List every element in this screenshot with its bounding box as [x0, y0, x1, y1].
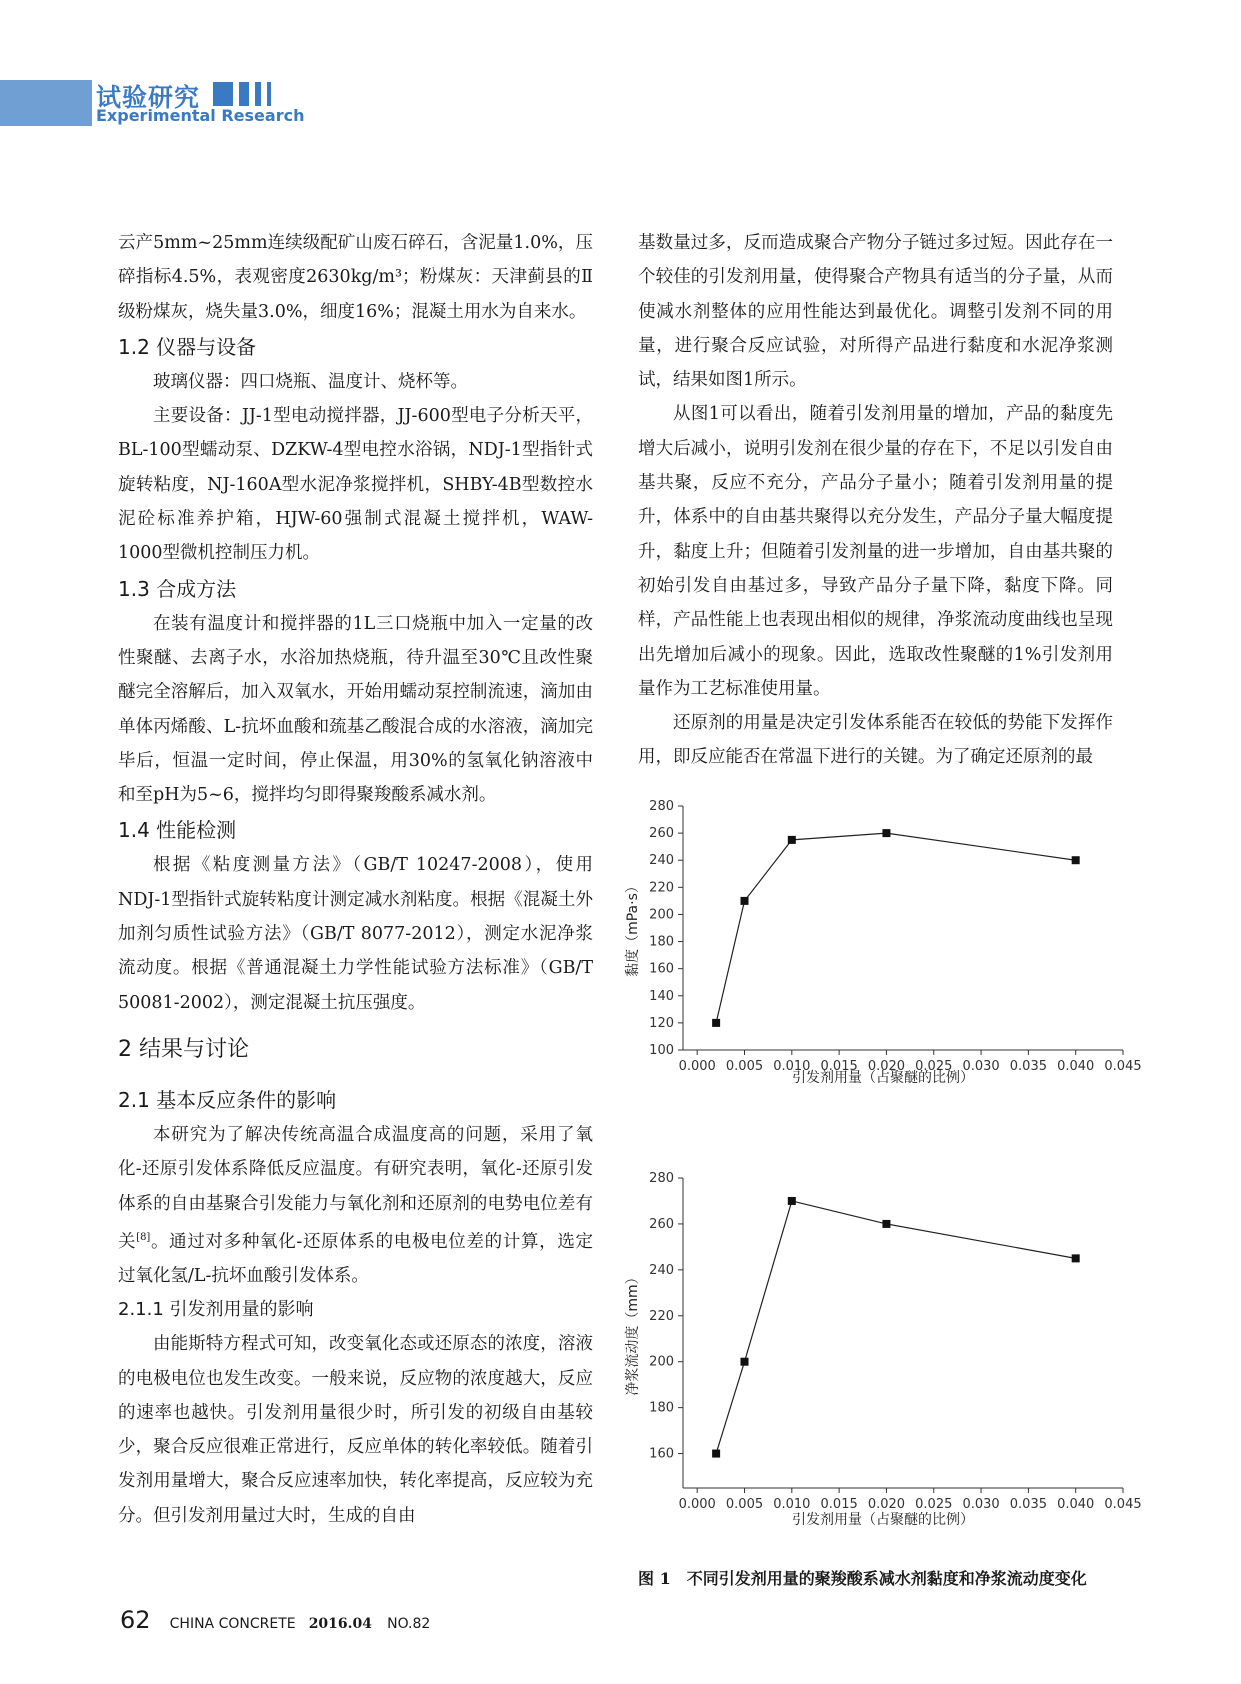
- y-tick-label: 200: [649, 907, 674, 923]
- data-point: [882, 1220, 890, 1228]
- x-tick-label: 0.020: [867, 1059, 906, 1074]
- x-tick-label: 0.005: [725, 1497, 764, 1512]
- heading-1-2: 1.2 仪器与设备: [118, 334, 257, 359]
- x-axis-label: 引发剂用量（占聚醚的比例）: [792, 1070, 974, 1086]
- paragraph-materials: 云产5mm~25mm连续级配矿山废石碎石，含泥量1.0%，压碎指标4.5%，表观密度2630kg/m³；粉煤灰：天津蓟县的Ⅱ级粉煤灰，烧失量3.0%，细度16%；混凝土用水为自来水。: [118, 233, 593, 322]
- data-point: [712, 1019, 720, 1027]
- y-tick-label: 240: [649, 853, 674, 869]
- issue-number: NO.82: [387, 1616, 431, 1632]
- x-tick-label: 0.015: [820, 1059, 858, 1074]
- x-tick-label: 0.010: [773, 1497, 811, 1512]
- y-tick-label: 280: [649, 1171, 674, 1186]
- y-tick-label: 280: [649, 799, 674, 814]
- x-tick-label: 0.035: [1009, 1497, 1047, 1512]
- y-tick-label: 160: [649, 961, 674, 977]
- page-footer: [120, 1606, 430, 1634]
- y-tick-label: 260: [649, 1216, 674, 1232]
- data-point: [882, 829, 890, 837]
- x-tick-label: 0.045: [1104, 1059, 1142, 1074]
- x-tick-label: 0.000: [678, 1059, 716, 1074]
- x-axis-label: 引发剂用量（占聚醚的比例）: [792, 1512, 974, 1528]
- paragraph-equipment: 主要设备：JJ-1型电动搅拌器，JJ-600型电子分析天平，BL-100型蠕动泵、DZKW-4型电控水浴锅，NDJ-1型指针式旋转粘度，NJ-160A型水泥净浆搅拌机，SHBY-4B型数控水泥砼标准养护箱，HJW-60强制式混凝土搅拌机，WAW-1000型微机控制压力机。: [118, 406, 593, 564]
- paragraph-continued: 基数量过多，反而造成聚合产物分子链过多过短。因此存在一个较佳的引发剂用量，使得聚合产物具有适当的分子量，从而使减水剂整体的应用性能达到最优化。调整引发剂不同的用量，进行聚合反应试验，对所得产品进行黏度和水泥净浆测试，结果如图1所示。: [638, 233, 1113, 391]
- y-tick-label: 120: [649, 1015, 674, 1031]
- y-tick-label: 220: [649, 1308, 674, 1324]
- data-point: [741, 897, 749, 905]
- header-color-band: [0, 80, 92, 126]
- section-subtitle: Experimental Research: [96, 106, 305, 125]
- data-point: [1072, 1254, 1080, 1262]
- heading-2: 2 结果与讨论: [118, 1036, 249, 1062]
- y-tick-label: 200: [649, 1354, 674, 1370]
- x-tick-label: 0.030: [962, 1497, 1000, 1512]
- y-tick-label: 260: [649, 826, 674, 842]
- x-tick-label: 0.035: [1009, 1059, 1047, 1074]
- journal-name: CHINA CONCRETE: [169, 1616, 296, 1632]
- x-tick-label: 0.025: [915, 1497, 953, 1512]
- viscosity-chart-svg: [623, 792, 1142, 1092]
- heading-1-4: 1.4 性能检测: [118, 818, 237, 843]
- x-tick-label: 0.030: [962, 1059, 1000, 1074]
- y-axis-label: 净浆流动度（mm）: [625, 1270, 641, 1396]
- section-title: 试验研究: [96, 83, 201, 112]
- x-tick-label: 0.010: [773, 1059, 811, 1074]
- paragraph-redox-part2: 。通过对多种氧化-还原体系的电极电位差的计算，选定过氧化氢/L-抗坏血酸引发体系。: [118, 1231, 593, 1286]
- right-column: [638, 226, 1113, 775]
- x-tick-label: 0.025: [915, 1059, 953, 1074]
- y-tick-label: 100: [649, 1043, 674, 1058]
- fluidity-chart-svg: [623, 1166, 1142, 1546]
- data-point: [788, 836, 796, 844]
- paragraph-redox: [118, 1118, 593, 1293]
- y-tick-label: 220: [649, 880, 674, 896]
- y-tick-label: 140: [649, 988, 674, 1004]
- x-tick-label: 0.020: [867, 1497, 906, 1512]
- heading-2-1: 2.1 基本反应条件的影响: [118, 1087, 337, 1112]
- x-tick-label: 0.045: [1104, 1497, 1142, 1512]
- heading-1-3: 1.3 合成方法: [118, 576, 237, 601]
- paragraph-testing: 根据《粘度测量方法》（GB/T 10247-2008），使用NDJ-1型指针式旋转粘度计测定减水剂粘度。根据《混凝土外加剂匀质性试验方法》（GB/T 8077-2012），测定水泥净浆流动度。根据《普通混凝土力学性能试验方法标准》（GB/T 50081-2002），测定混凝土抗压强度。: [118, 855, 593, 1013]
- series-line: [716, 1201, 1076, 1454]
- y-axis-label: 黏度（mPa·s）: [625, 879, 641, 977]
- data-point: [788, 1197, 796, 1205]
- x-tick-label: 0.015: [820, 1497, 858, 1512]
- paragraph-glassware: 玻璃仪器：四口烧瓶、温度计、烧杯等。: [153, 371, 468, 392]
- paragraph-synthesis: 在装有温度计和搅拌器的1L三口烧瓶中加入一定量的改性聚醚、去离子水，水浴加热烧瓶，待升温至30℃且改性聚醚完全溶解后，加入双氧水，开始用蠕动泵控制流速，滴加由单体丙烯酸、L-抗坏血酸和巯基乙酸混合成的水溶液，滴加完毕后，恒温一定时间，停止保温，用30%的氢氧化钠溶液中和至pH为5~6，搅拌均匀即得聚羧酸系减水剂。: [118, 613, 593, 806]
- fluidity-chart: [623, 1166, 1142, 1546]
- y-tick-label: 180: [649, 1400, 674, 1416]
- data-point: [712, 1450, 720, 1458]
- paragraph-figure-analysis: 从图1可以看出，随着引发剂用量的增加，产品的黏度先增大后减小，说明引发剂在很少量的存在下，不足以引发自由基共聚，反应不充分，产品分子量小；随着引发剂用量的提升，体系中的自由基共聚得以充分发生，产品分子量大幅度提升，黏度上升；但随着引发剂量的进一步增加，自由基共聚的初始引发自由基过多，导致产品分子量下降，黏度下降。同样，产品性能上也表现出相似的规律，净浆流动度曲线也呈现出先增加后减小的现象。因此，选取改性聚醚的1%引发剂用量作为工艺标准使用量。: [638, 404, 1113, 699]
- y-tick-label: 240: [649, 1262, 674, 1278]
- data-point: [741, 1358, 749, 1366]
- left-column: [118, 226, 593, 1533]
- citation-ref: [8]: [136, 1231, 151, 1243]
- issue-date: 2016.04: [308, 1616, 373, 1632]
- paragraph-reducer: 还原剂的用量是决定引发体系能否在较低的势能下发挥作用，即反应能否在常温下进行的关键。为了确定还原剂的最: [638, 713, 1113, 768]
- viscosity-chart: [623, 792, 1142, 1092]
- paragraph-initiator: 由能斯特方程式可知，改变氧化态或还原态的浓度，溶液的电极电位也发生改变。一般来说，反应物的浓度越大，反应的速率也越快。引发剂用量很少时，所引发的初级自由基较少，聚合反应很难正常进行，反应单体的转化率较低。随着引发剂用量增大，聚合反应速率加快，转化率提高，反应较为充分。但引发剂用量过大时，生成的自由: [118, 1334, 593, 1526]
- page-number: 62: [120, 1606, 151, 1634]
- x-tick-label: 0.000: [678, 1497, 716, 1512]
- figure-caption: 图 1 不同引发剂用量的聚羧酸系减水剂黏度和净浆流动度变化: [638, 1569, 1087, 1588]
- x-tick-label: 0.040: [1057, 1059, 1095, 1074]
- y-tick-label: 180: [649, 934, 674, 950]
- heading-2-1-1: 2.1.1 引发剂用量的影响: [118, 1299, 314, 1321]
- x-tick-label: 0.005: [725, 1059, 764, 1074]
- data-point: [1072, 856, 1080, 864]
- x-tick-label: 0.040: [1057, 1497, 1095, 1512]
- paragraph-redox-part1: 本研究为了解决传统高温合成温度高的问题，采用了氧化-还原引发体系降低反应温度。有研究表明，氧化-还原引发体系的自由基聚合引发能力与氧化剂和还原剂的电势电位差有关: [118, 1124, 593, 1252]
- y-tick-label: 160: [649, 1446, 674, 1462]
- series-line: [716, 833, 1076, 1023]
